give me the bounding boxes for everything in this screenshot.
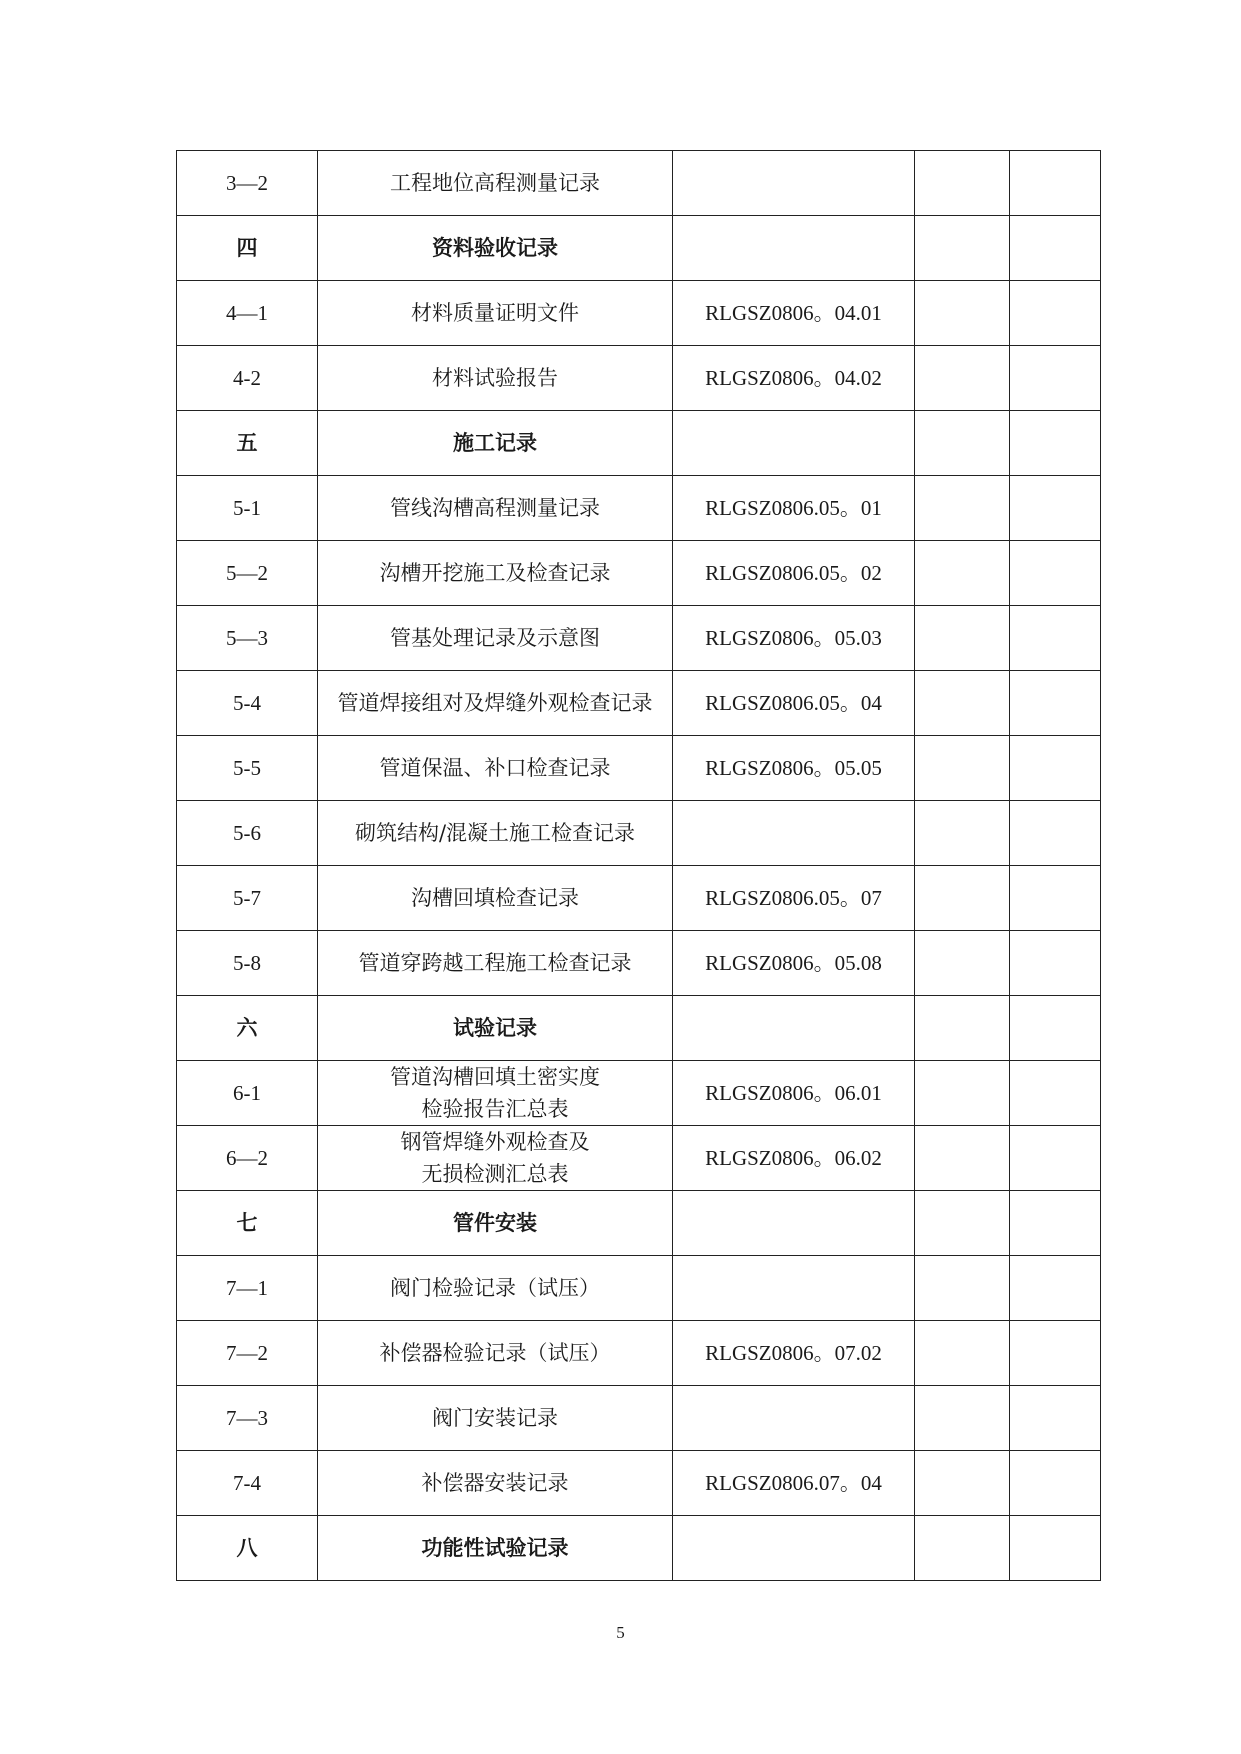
form-code <box>673 1256 915 1321</box>
item-name-line: 材料质量证明文件 <box>411 301 579 325</box>
item-number: 5—2 <box>177 541 318 606</box>
form-code <box>673 1516 915 1581</box>
item-name-line: 阀门安装记录 <box>432 1406 558 1430</box>
item-number: 5-1 <box>177 476 318 541</box>
form-code: RLGSZ0806。05.05 <box>673 736 915 801</box>
section-row <box>177 216 1101 281</box>
item-name-line: 管件安装 <box>453 1210 537 1235</box>
blank-cell <box>1010 216 1101 281</box>
table-row <box>177 1386 1101 1451</box>
item-number: 6-1 <box>177 1061 318 1126</box>
item-name <box>318 866 673 931</box>
form-code: RLGSZ0806.05。07 <box>673 866 915 931</box>
item-name <box>318 216 673 281</box>
form-code <box>673 411 915 476</box>
item-name <box>318 801 673 866</box>
form-code: RLGSZ0806。06.01 <box>673 1061 915 1126</box>
table-row <box>177 801 1101 866</box>
item-name-line: 沟槽回填检查记录 <box>411 886 579 910</box>
table-row <box>177 1126 1101 1191</box>
item-number: 5-6 <box>177 801 318 866</box>
item-number: 5—3 <box>177 606 318 671</box>
blank-cell <box>915 1126 1010 1191</box>
item-name-line: 管道焊接组对及焊缝外观检查记录 <box>337 691 653 715</box>
table-row <box>177 476 1101 541</box>
form-code <box>673 151 915 216</box>
form-code: RLGSZ0806。04.01 <box>673 281 915 346</box>
table-row <box>177 151 1101 216</box>
blank-cell <box>1010 996 1101 1061</box>
item-name <box>318 1451 673 1516</box>
form-code <box>673 1191 915 1256</box>
item-name <box>318 411 673 476</box>
item-name-line: 资料验收记录 <box>432 235 558 260</box>
blank-cell <box>1010 671 1101 736</box>
item-name-line: 工程地位高程测量记录 <box>390 171 600 195</box>
item-number: 7-4 <box>177 1451 318 1516</box>
table-row <box>177 866 1101 931</box>
item-name <box>318 931 673 996</box>
blank-cell <box>915 1061 1010 1126</box>
item-name <box>318 606 673 671</box>
blank-cell <box>1010 1386 1101 1451</box>
blank-cell <box>1010 541 1101 606</box>
form-code: RLGSZ0806。07.02 <box>673 1321 915 1386</box>
table-row <box>177 1061 1101 1126</box>
item-name-line: 管道沟槽回填土密实度 <box>390 1065 600 1089</box>
item-name-line: 无损检测汇总表 <box>421 1162 569 1186</box>
blank-cell <box>1010 931 1101 996</box>
item-name <box>318 1191 673 1256</box>
item-name-line: 功能性试验记录 <box>421 1535 569 1560</box>
item-name <box>318 1256 673 1321</box>
table-row <box>177 606 1101 671</box>
item-number: 四 <box>177 216 318 281</box>
item-name-line: 管线沟槽高程测量记录 <box>390 496 600 520</box>
section-row <box>177 1516 1101 1581</box>
item-name <box>318 1386 673 1451</box>
form-code <box>673 1386 915 1451</box>
item-number: 5-4 <box>177 671 318 736</box>
table-row <box>177 1321 1101 1386</box>
table-row <box>177 736 1101 801</box>
table-row <box>177 671 1101 736</box>
item-number: 7—3 <box>177 1386 318 1451</box>
item-name <box>318 996 673 1061</box>
item-name-line: 钢管焊缝外观检查及 <box>400 1130 590 1154</box>
item-name-line: 试验记录 <box>453 1015 537 1040</box>
blank-cell <box>1010 346 1101 411</box>
form-code: RLGSZ0806。05.03 <box>673 606 915 671</box>
blank-cell <box>915 866 1010 931</box>
item-number: 六 <box>177 996 318 1061</box>
item-number: 五 <box>177 411 318 476</box>
item-name-line: 管道穿跨越工程施工检查记录 <box>358 951 632 975</box>
form-code <box>673 996 915 1061</box>
blank-cell <box>915 1451 1010 1516</box>
form-code: RLGSZ0806。06.02 <box>673 1126 915 1191</box>
section-row <box>177 1191 1101 1256</box>
item-number: 5-8 <box>177 931 318 996</box>
table-row <box>177 931 1101 996</box>
item-number: 七 <box>177 1191 318 1256</box>
item-number: 八 <box>177 1516 318 1581</box>
item-name-line: 材料试验报告 <box>432 366 558 390</box>
blank-cell <box>915 996 1010 1061</box>
blank-cell <box>915 801 1010 866</box>
item-name-line: 管基处理记录及示意图 <box>390 626 600 650</box>
item-name-line: 管道保温、补口检查记录 <box>379 756 611 780</box>
table-body <box>177 151 1101 1581</box>
blank-cell <box>915 541 1010 606</box>
blank-cell <box>1010 606 1101 671</box>
record-index-table <box>176 150 1101 1581</box>
item-name <box>318 1516 673 1581</box>
item-name <box>318 476 673 541</box>
item-name-line: 砌筑结构/混凝土施工检查记录 <box>354 821 636 845</box>
blank-cell <box>915 606 1010 671</box>
blank-cell <box>1010 151 1101 216</box>
blank-cell <box>915 151 1010 216</box>
item-name-line: 阀门检验记录（试压） <box>390 1276 600 1300</box>
blank-cell <box>1010 476 1101 541</box>
form-code: RLGSZ0806。04.02 <box>673 346 915 411</box>
blank-cell <box>915 736 1010 801</box>
blank-cell <box>915 476 1010 541</box>
item-number: 5-7 <box>177 866 318 931</box>
blank-cell <box>915 1386 1010 1451</box>
item-name-line: 补偿器安装记录 <box>421 1471 569 1495</box>
blank-cell <box>1010 801 1101 866</box>
item-name <box>318 1061 673 1126</box>
table-row <box>177 281 1101 346</box>
blank-cell <box>1010 1126 1101 1191</box>
item-name <box>318 346 673 411</box>
item-name <box>318 736 673 801</box>
page-number: 5 <box>616 1623 625 1642</box>
item-name <box>318 1321 673 1386</box>
table-row <box>177 1256 1101 1321</box>
item-name <box>318 1126 673 1191</box>
section-row <box>177 411 1101 476</box>
blank-cell <box>915 216 1010 281</box>
form-code: RLGSZ0806.05。01 <box>673 476 915 541</box>
table-row <box>177 346 1101 411</box>
blank-cell <box>1010 1321 1101 1386</box>
blank-cell <box>1010 736 1101 801</box>
item-name <box>318 541 673 606</box>
blank-cell <box>1010 1451 1101 1516</box>
table-row <box>177 541 1101 606</box>
item-number: 4—1 <box>177 281 318 346</box>
blank-cell <box>1010 1061 1101 1126</box>
blank-cell <box>1010 1191 1101 1256</box>
item-name-line: 补偿器检验记录（试压） <box>379 1341 611 1365</box>
table-row <box>177 1451 1101 1516</box>
blank-cell <box>915 931 1010 996</box>
blank-cell <box>1010 1256 1101 1321</box>
section-row <box>177 996 1101 1061</box>
form-code: RLGSZ0806。05.08 <box>673 931 915 996</box>
blank-cell <box>915 1516 1010 1581</box>
blank-cell <box>915 671 1010 736</box>
item-number: 5-5 <box>177 736 318 801</box>
blank-cell <box>1010 411 1101 476</box>
item-name-line: 沟槽开挖施工及检查记录 <box>379 561 611 585</box>
item-name <box>318 151 673 216</box>
form-code <box>673 216 915 281</box>
blank-cell <box>915 1191 1010 1256</box>
blank-cell <box>915 281 1010 346</box>
blank-cell <box>915 1256 1010 1321</box>
blank-cell <box>915 1321 1010 1386</box>
item-number: 6—2 <box>177 1126 318 1191</box>
blank-cell <box>915 346 1010 411</box>
blank-cell <box>1010 866 1101 931</box>
item-number: 4-2 <box>177 346 318 411</box>
item-name-line: 检验报告汇总表 <box>421 1097 569 1121</box>
blank-cell <box>1010 281 1101 346</box>
item-number: 3—2 <box>177 151 318 216</box>
item-name-line: 施工记录 <box>453 430 537 455</box>
item-number: 7—2 <box>177 1321 318 1386</box>
form-code: RLGSZ0806.05。04 <box>673 671 915 736</box>
form-code: RLGSZ0806.07。04 <box>673 1451 915 1516</box>
item-name <box>318 281 673 346</box>
blank-cell <box>915 411 1010 476</box>
item-name <box>318 671 673 736</box>
item-number: 7—1 <box>177 1256 318 1321</box>
blank-cell <box>1010 1516 1101 1581</box>
form-code <box>673 801 915 866</box>
form-code: RLGSZ0806.05。02 <box>673 541 915 606</box>
